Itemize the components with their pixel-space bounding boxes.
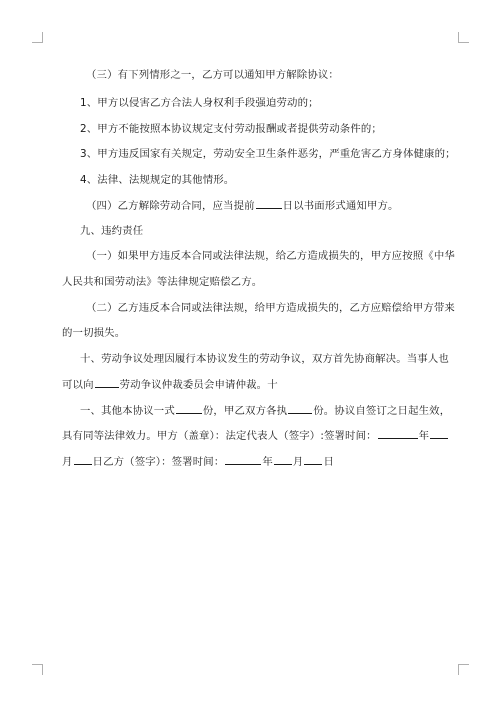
clause-4-text-b: 日以书面形式通知甲方。	[282, 200, 399, 212]
section-10-line-1: 十、劳动争议处理因履行本协议发生的劳动争议，双方首先协商解决。当事人也	[80, 353, 449, 365]
section-11-text-a: 一、其他本协议一式	[80, 405, 175, 417]
clause-item-1: 1、甲方以侵害乙方合法人身权利手段强迫劳动的；	[80, 97, 319, 109]
notice-days-blank	[256, 198, 282, 209]
crop-mark-bottom-left	[32, 664, 43, 675]
clause-4-line	[86, 198, 399, 213]
section-10-text-a: 可以向	[62, 379, 94, 391]
clause-item-2: 2、甲方不能按照本协议规定支付劳动报酬或者提供劳动条件的；	[80, 123, 382, 135]
clause-4-text-a: （四）乙方解除劳动合同，应当提前	[86, 200, 255, 212]
liability-2-line-1: （二）乙方违反本合同或法律法规，给甲方造成损失的，乙方应赔偿给甲方带来	[86, 302, 455, 314]
arbitration-committee-blank	[95, 377, 119, 388]
liability-2-line-2: 的一切损失。	[62, 327, 126, 339]
section-10-line-2	[62, 377, 278, 392]
copies-total-blank	[176, 403, 202, 414]
month-label-b: 月	[292, 456, 304, 468]
party-a-date-month-blank	[430, 428, 448, 439]
party-b-date-month-blank	[274, 454, 292, 465]
signature-line-1	[62, 428, 449, 443]
party-b-date-day-blank	[304, 454, 322, 465]
section-9-title: 九、违约责任	[80, 225, 144, 237]
crop-mark-top-right	[458, 32, 469, 43]
crop-mark-bottom-right	[458, 664, 469, 675]
party-a-date-day-blank	[74, 454, 92, 465]
liability-1-line-1: （一）如果甲方违反本合同或法律法规，给乙方造成损失的，甲方应按照《中华	[86, 250, 455, 262]
party-b-signature-text: 日乙方（签字）：签署时间：	[92, 456, 225, 468]
party-b-date-year-blank	[225, 454, 261, 465]
section-11-line-1	[80, 403, 450, 418]
signature-text-a: 具有同等法律效力。甲方（盖章）：法定代表人（签字）:签署时间：	[62, 430, 377, 442]
section-10-text-b: 劳动争议仲裁委员会申请仲裁。十	[119, 379, 278, 391]
copies-each-blank	[288, 403, 312, 414]
month-label-a: 月	[62, 456, 73, 468]
year-label-a: 年	[418, 430, 430, 442]
party-a-date-year-blank	[378, 428, 418, 439]
clause-item-3: 3、甲方违反国家有关规定，劳动安全卫生条件恶劣，严重危害乙方身体健康的；	[80, 148, 456, 160]
signature-line-2	[62, 454, 334, 469]
crop-mark-top-left	[32, 32, 43, 43]
clause-item-4: 4、法律、法规规定的其他情形。	[80, 174, 235, 186]
year-label-b: 年	[262, 456, 273, 468]
day-label-b: 日	[323, 456, 335, 468]
section-11-text-c: 份。协议自签订之日起生效，	[313, 405, 451, 417]
section-11-text-b: 份，甲乙双方各执	[202, 405, 288, 417]
clause-3-heading: （三）有下列情形之一，乙方可以通知甲方解除协议：	[86, 69, 339, 81]
liability-1-line-2: 人民共和国劳动法》等法律规定赔偿乙方。	[62, 276, 263, 288]
